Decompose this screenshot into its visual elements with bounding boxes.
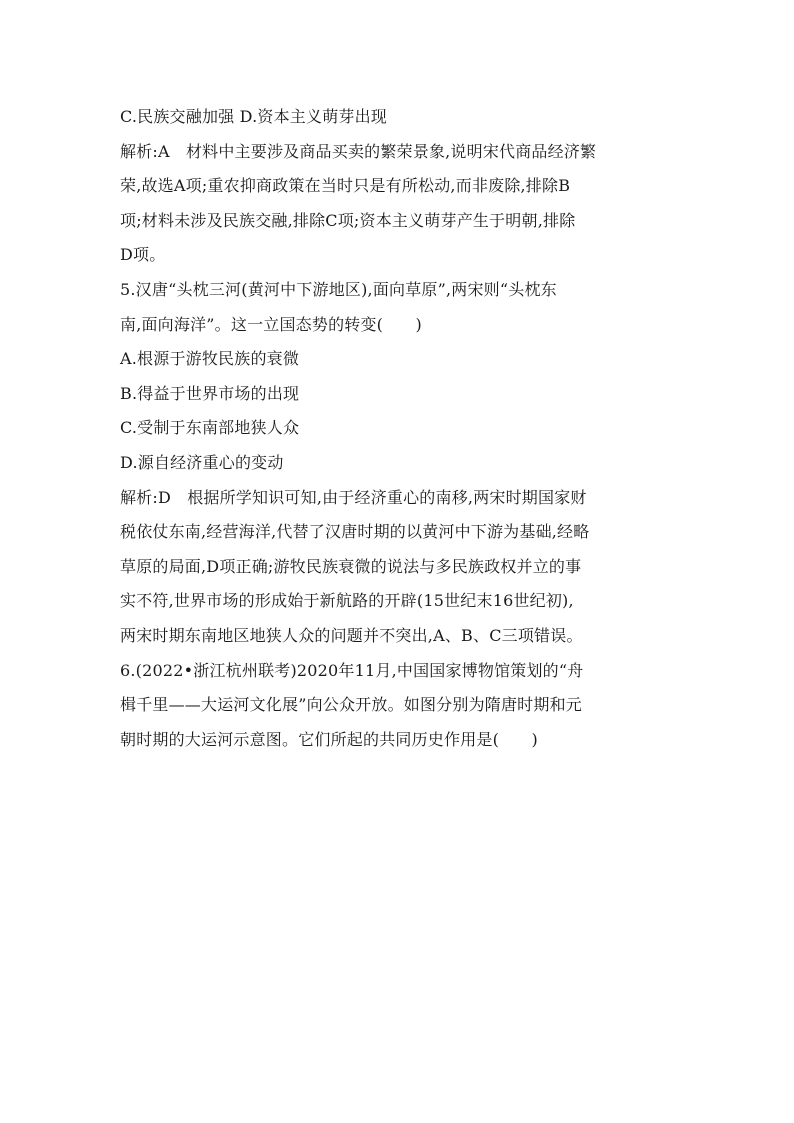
text-line: 草原的局面,D项正确;游牧民族衰微的说法与多民族政权并立的事 bbox=[120, 556, 582, 576]
text-line-q5-option-a: A.根源于游牧民族的衰微 bbox=[120, 349, 300, 369]
document-body bbox=[120, 100, 680, 757]
text-line-q5-option-b: B.得益于世界市场的出现 bbox=[120, 383, 300, 403]
text-line-q5-option-d: D.源自经济重心的变动 bbox=[120, 452, 284, 472]
text-line: 实不符,世界市场的形成始于新航路的开辟(15世纪末16世纪初), bbox=[120, 591, 574, 611]
text-line: 楫千里——大运河文化展”向公众开放。如图分别为隋唐时期和元 bbox=[120, 695, 582, 715]
text-line: 南,面向海洋”。这一立国态势的转变( ) bbox=[120, 314, 422, 334]
text-line-q5-analysis: 解析:D 根据所学知识可知,由于经济重心的南移,两宋时期国家财 bbox=[120, 487, 587, 507]
text-line: 项;材料未涉及民族交融,排除C项;资本主义萌芽产生于明朝,排除 bbox=[120, 210, 576, 230]
text-line: 两宋时期东南地区地狭人众的问题并不突出,A、B、C三项错误。 bbox=[120, 625, 583, 645]
text-line: 荣,故选A项;重农抑商政策在当时只是有所松动,而非废除,排除B bbox=[120, 176, 571, 196]
text-line: 税依仗东南,经营海洋,代替了汉唐时期的以黄河中下游为基础,经略 bbox=[120, 522, 590, 542]
text-line-q5-stem: 5.汉唐“头枕三河(黄河中下游地区),面向草原”,两宋则“头枕东 bbox=[120, 279, 557, 299]
text-line: D项。 bbox=[120, 245, 166, 265]
text-line-q6-stem: 6.(2022•浙江杭州联考)2020年11月,中国国家博物馆策划的“舟 bbox=[120, 660, 584, 680]
text-line-q4-options: C.民族交融加强 D.资本主义萌芽出现 bbox=[120, 107, 387, 126]
text-line: 朝时期的大运河示意图。它们所起的共同历史作用是( ) bbox=[120, 729, 538, 749]
text-line-q4-analysis: 解析:A 材料中主要涉及商品买卖的繁荣景象,说明宋代商品经济繁 bbox=[120, 141, 597, 161]
text-line-q5-option-c: C.受制于东南部地狭人众 bbox=[120, 418, 300, 438]
